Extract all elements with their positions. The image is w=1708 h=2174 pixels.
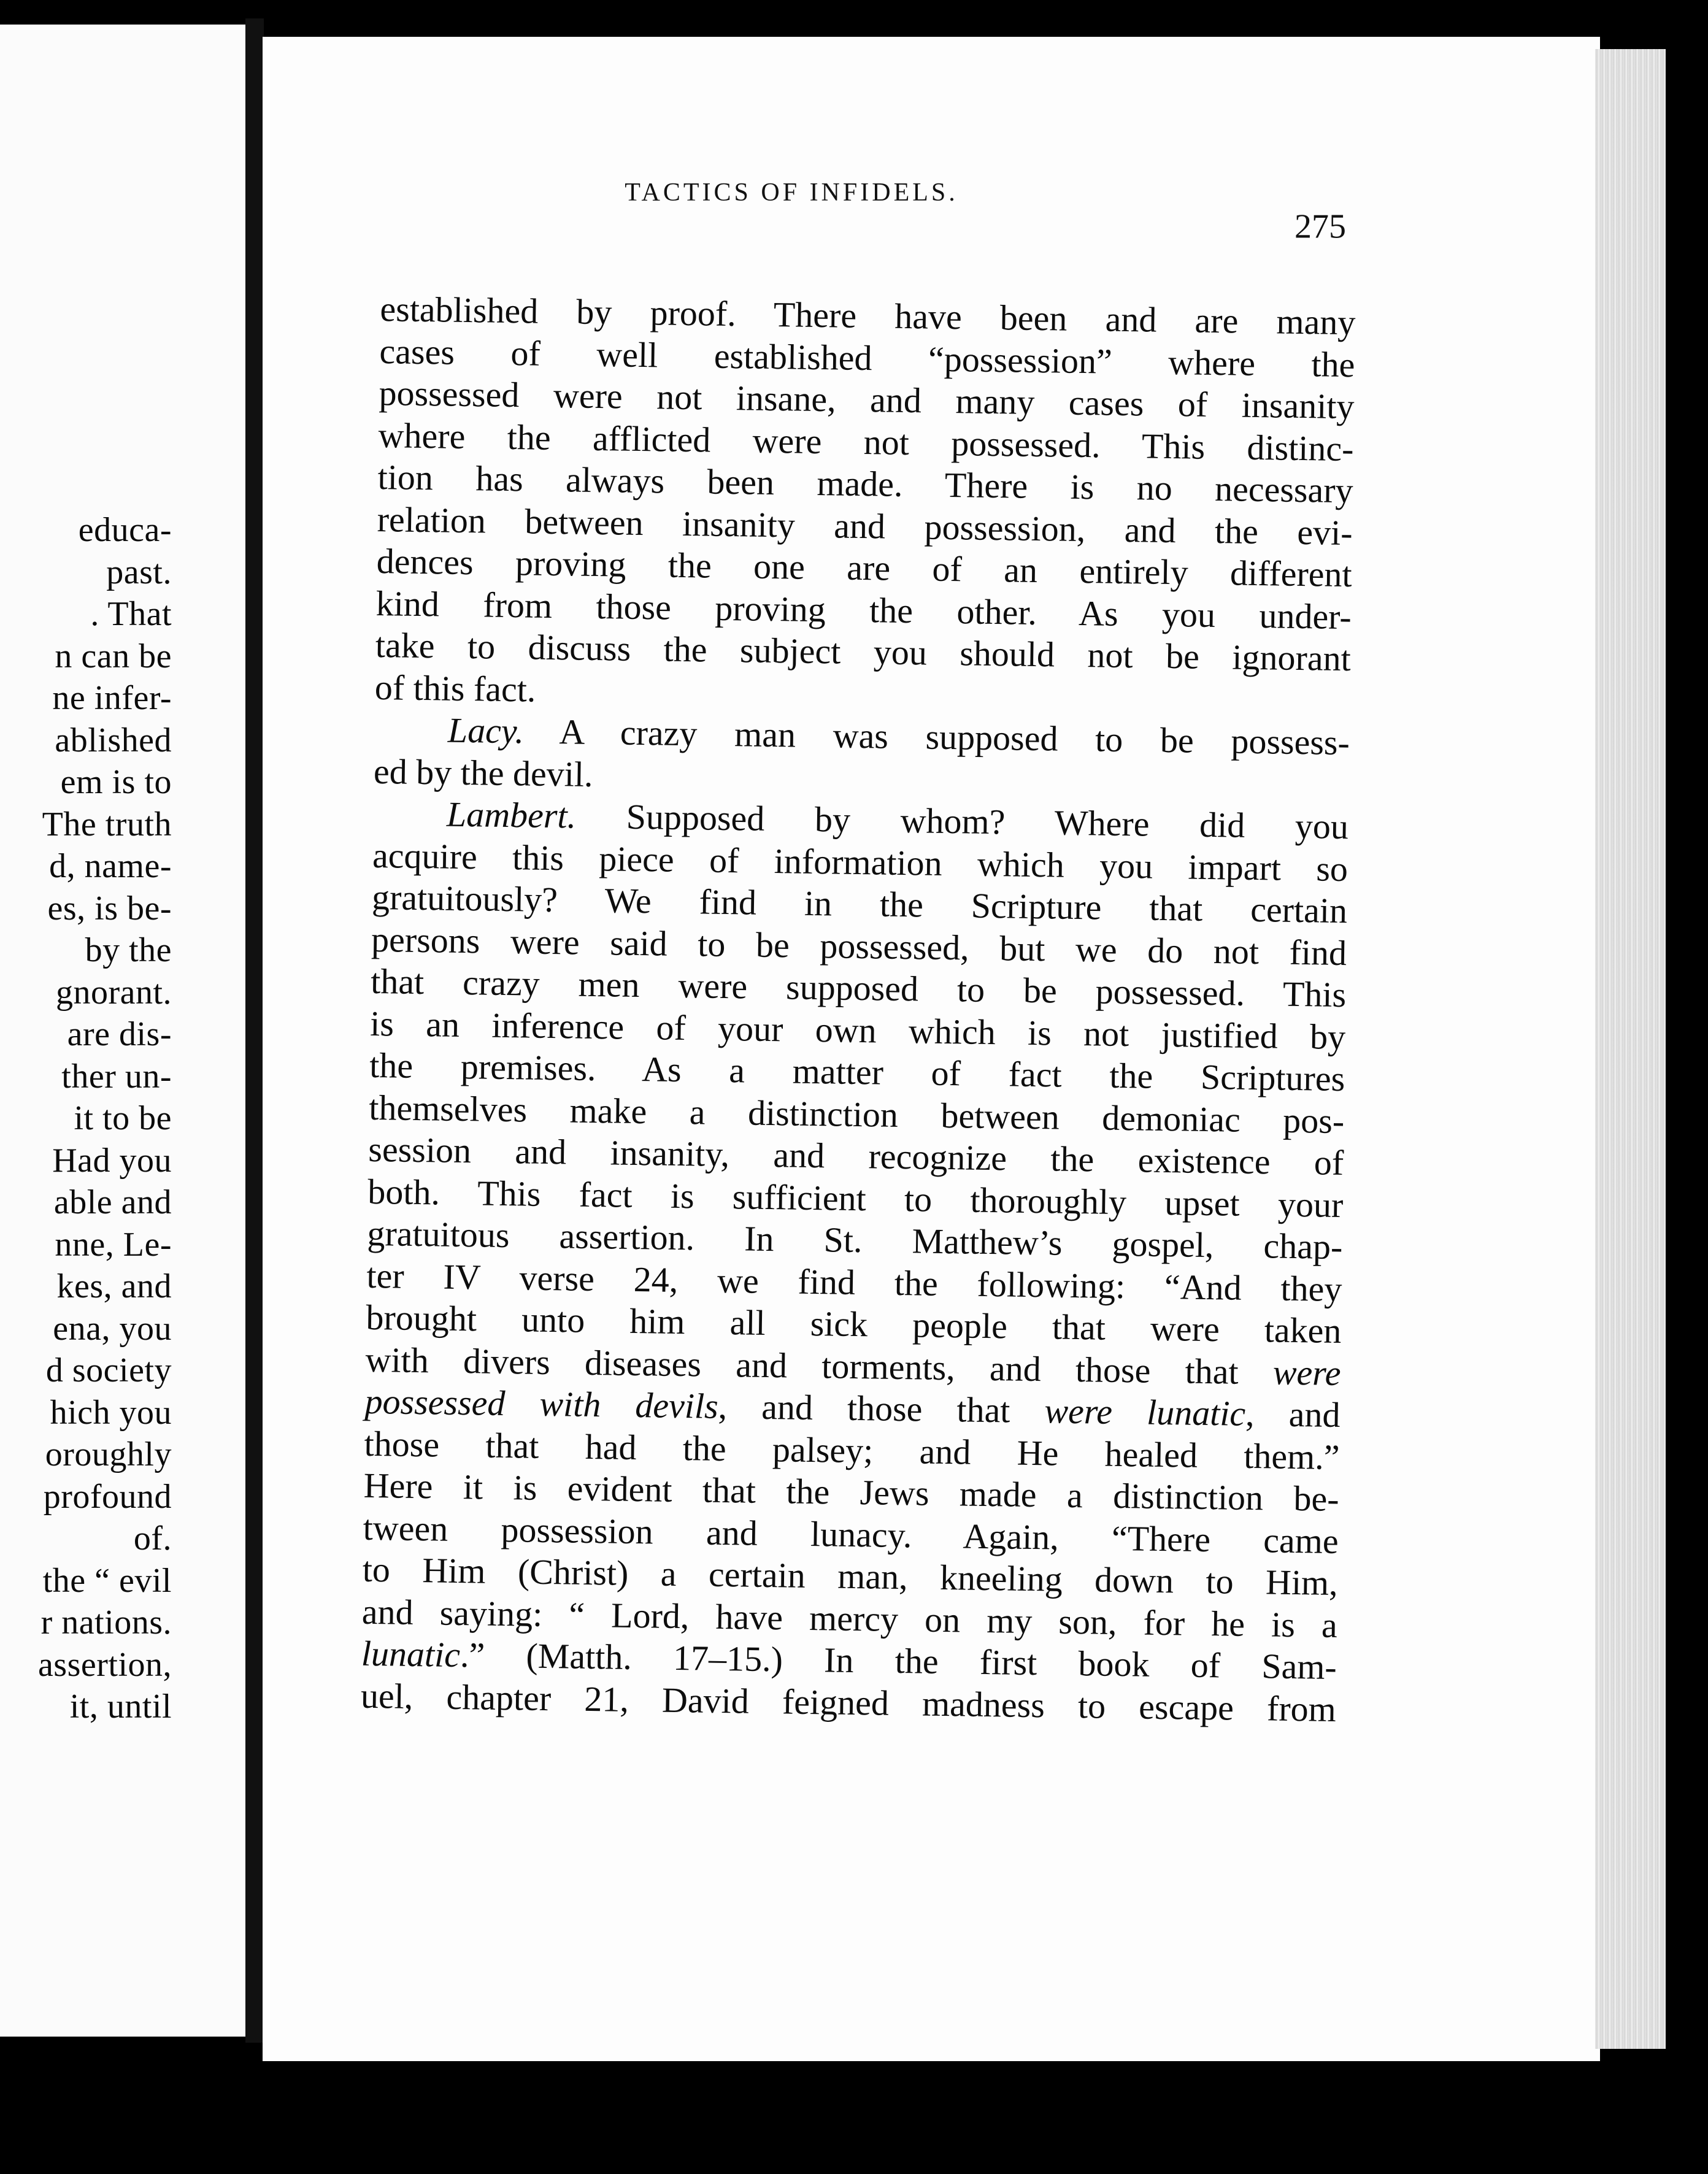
text-segment: , and those that [718,1386,1045,1431]
text-line: persons were said to be possessed, but we do not find [371,919,1347,973]
left-fragment-line: the “ evil [42,1561,172,1600]
text-line: kind from those proving the other. As you under- [375,583,1352,637]
text-line: where the afflicted were not possessed. This distinc- [378,415,1354,469]
text-line: tween possession and lunacy. Again, “There came [363,1507,1339,1561]
left-fragment-line: ena, you [53,1309,172,1348]
body-text [360,288,1355,1730]
left-fragment-line: es, is be- [47,889,172,928]
left-page-text-fragments [0,509,172,1728]
speech-text: Supposed by whom? Where did you [575,796,1349,847]
left-fragment-line: are dis- [67,1015,172,1053]
running-head: TACTICS OF INFIDELS. [625,179,958,207]
left-fragment-line: educa- [78,511,172,549]
text-line: ter IV verse 24, we find the following: “And they [366,1255,1342,1309]
text-line: and saying: “ Lord, have mercy on my son, for he is a [361,1591,1338,1645]
left-fragment-line: . That [90,595,172,633]
left-fragment-line: assertion, [37,1645,172,1684]
italic-segment: were [1272,1351,1341,1393]
text-line: established by proof. There have been and are many [380,288,1356,343]
left-fragment-line: kes, and [56,1267,172,1305]
italic-segment: lunatic [361,1633,461,1675]
italic-segment: possessed with devils [364,1381,719,1426]
text-segment: .” (Matth. 17–15.) In the first book of Sam- [460,1635,1337,1687]
left-page [0,25,245,2037]
text-line: uel, chapter 21, David feigned madness to escape from [360,1675,1337,1729]
text-line: gratuitously? We find in the Scripture that certain [371,877,1348,931]
page-edges [1595,49,1666,2049]
left-fragment-line: d, name- [49,847,172,885]
text-line: acquire this piece of information which you impart so [372,835,1348,889]
left-fragment-line: d society [45,1351,172,1389]
left-fragment-line: past. [106,553,172,591]
left-fragment-line: it to be [74,1099,172,1137]
left-fragment-line: it, until [69,1688,172,1726]
left-fragment-line: gnorant. [55,973,172,1012]
left-fragment-line: by the [85,931,172,969]
text-line: to Him (Christ) a certain man, kneeling down to Him, [362,1549,1339,1603]
text-line: of this fact. [374,667,536,710]
book-gutter [245,18,264,2043]
left-fragment-line: ablished [55,721,172,759]
text-line: both. This fact is sufficient to thoroughly upset your [367,1171,1344,1225]
page-number: 275 [1294,207,1346,246]
speaker-name: Lacy. [447,710,525,751]
text-line: that crazy men were supposed to be possessed. This [370,961,1347,1015]
text-line: dences proving the one are of an entirely different [376,540,1353,595]
text-segment: , and [1245,1393,1341,1435]
left-fragment-line: of. [133,1519,172,1558]
text-line: tion has always been made. There is no necessary [377,456,1354,511]
left-fragment-line: ther un- [61,1057,172,1096]
text-line: Here it is evident that the Jews made a distinction be- [363,1465,1340,1519]
left-fragment-line: able and [53,1183,172,1221]
left-fragment-line: r nations. [40,1604,172,1642]
left-fragment-line: em is to [60,763,172,801]
speech-text: A crazy man was supposed to be possess- [523,711,1350,763]
speaker-name: Lambert. [446,794,577,836]
left-fragment-line: Had you [52,1141,172,1180]
text-line: the premises. As a matter of fact the Scriptures [369,1045,1345,1099]
left-fragment-line: The truth [42,805,172,843]
text-line: ed by the devil. [373,751,594,794]
left-fragment-line: oroughly [45,1435,172,1473]
text-line: themselves make a distinction between demoniac pos- [368,1087,1345,1141]
left-fragment-line: n can be [55,637,172,675]
italic-segment: were lunatic [1044,1391,1246,1434]
text-line: brought unto him all sick people that were taken [366,1297,1342,1351]
text-line: relation between insanity and possession, and the evi- [377,499,1353,553]
text-line: session and insanity, and recognize the existence of [367,1129,1344,1183]
text-line: take to discuss the subject you should not be ignorant [375,624,1352,679]
text-line: those that had the palsey; and He healed them.” [364,1423,1341,1477]
left-fragment-line: ne infer- [52,679,172,717]
text-line: gratuitous assertion. In St. Matthew’s gospel, chap- [367,1213,1343,1267]
left-fragment-line: hich you [50,1393,172,1432]
text-line: cases of well established “possession” where the [379,331,1355,385]
text-segment: with divers diseases and torments, and those that [365,1339,1274,1392]
left-fragment-line: profound [43,1477,172,1516]
text-line: is an inference of your own which is not justified by [369,1003,1346,1057]
left-fragment-line: nne, Le- [55,1225,172,1264]
text-line: possessed were not insane, and many cases of insanity [379,372,1355,427]
